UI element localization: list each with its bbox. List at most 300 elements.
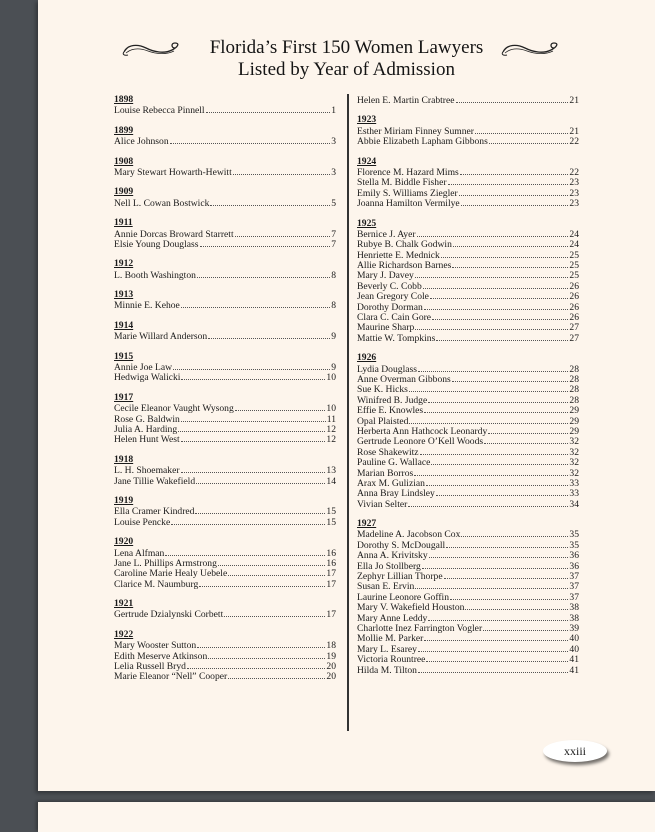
page-reference: 22 bbox=[569, 136, 579, 148]
lawyer-name: Maurine Sharp bbox=[357, 322, 415, 334]
year-heading: 1909 bbox=[114, 186, 134, 198]
dot-leader bbox=[197, 640, 325, 648]
right-column-index bbox=[357, 95, 579, 685]
dot-leader bbox=[484, 436, 568, 444]
lawyer-name: Rose Shakewitz bbox=[357, 446, 419, 458]
page-reference: 5 bbox=[331, 197, 336, 209]
page-reference: 7 bbox=[331, 228, 336, 240]
year-heading: 1924 bbox=[357, 155, 377, 167]
lawyer-name: Susan E. Ervin bbox=[357, 581, 415, 593]
lawyer-name: Effie E. Knowles bbox=[357, 405, 424, 417]
page-reference: 16 bbox=[326, 547, 336, 559]
document-page bbox=[38, 0, 655, 791]
lawyer-name: Minnie E. Kehoe bbox=[114, 300, 180, 312]
lawyer-name: Rose G. Baldwin bbox=[114, 413, 180, 425]
lawyer-name: Laurine Leonore Goffin bbox=[357, 591, 449, 603]
year-heading: 1899 bbox=[114, 124, 134, 136]
index-entry bbox=[357, 426, 579, 436]
dot-leader bbox=[417, 229, 569, 237]
index-entry bbox=[357, 665, 579, 675]
index-entry bbox=[357, 177, 579, 187]
dot-leader bbox=[428, 395, 568, 403]
page-reference: 24 bbox=[569, 239, 579, 251]
lawyer-name: Beverly C. Cobb bbox=[357, 280, 422, 292]
dot-leader bbox=[218, 558, 326, 566]
page-reference: 29 bbox=[569, 415, 579, 427]
lawyer-name: Esther Miriam Finney Sumner bbox=[357, 125, 474, 137]
lawyer-name: Hilda M. Tilton bbox=[357, 664, 417, 676]
index-entry bbox=[357, 239, 579, 249]
index-entry bbox=[357, 529, 579, 539]
dot-leader bbox=[429, 550, 569, 558]
dot-leader bbox=[423, 281, 569, 289]
page-reference: 24 bbox=[569, 228, 579, 240]
index-entry bbox=[114, 136, 336, 146]
page-reference: 3 bbox=[331, 166, 336, 178]
dot-leader bbox=[228, 671, 325, 679]
page-reference: 26 bbox=[569, 280, 579, 292]
dot-leader bbox=[424, 633, 568, 641]
lawyer-name: Lena Alfman bbox=[114, 547, 165, 559]
dot-leader bbox=[210, 198, 330, 206]
index-entry bbox=[357, 436, 579, 446]
page-reference: 26 bbox=[569, 301, 579, 313]
index-entry bbox=[114, 424, 336, 434]
year-heading: 1918 bbox=[114, 453, 134, 465]
dot-leader bbox=[197, 270, 330, 278]
index-entry bbox=[357, 291, 579, 301]
index-entry bbox=[114, 671, 336, 681]
dot-leader bbox=[173, 362, 330, 370]
index-entry bbox=[357, 633, 579, 643]
lawyer-name: Mary Wooster Sutton bbox=[114, 640, 197, 652]
lawyer-name: Anna A. Krivitsky bbox=[357, 550, 428, 562]
page-reference: 28 bbox=[569, 394, 579, 406]
year-group bbox=[114, 218, 336, 249]
index-entry bbox=[114, 434, 336, 444]
index-entry bbox=[357, 312, 579, 322]
page-reference: 9 bbox=[331, 331, 336, 343]
lawyer-name: Jean Gregory Cole bbox=[357, 291, 429, 303]
index-entry bbox=[114, 568, 336, 578]
dot-leader bbox=[441, 250, 569, 258]
lawyer-name: Opal Plaisted bbox=[357, 415, 409, 427]
page-reference: 8 bbox=[331, 269, 336, 281]
index-entry bbox=[114, 331, 336, 341]
lawyer-name: Arax M. Gulizian bbox=[357, 477, 425, 489]
dot-leader bbox=[181, 434, 326, 442]
dot-leader bbox=[460, 167, 569, 175]
page-reference: 16 bbox=[326, 557, 336, 569]
index-entry bbox=[357, 95, 579, 105]
dot-leader bbox=[475, 126, 568, 134]
dot-leader bbox=[178, 424, 325, 432]
dot-leader bbox=[446, 540, 568, 548]
page-title: Florida’s First 150 Women Lawyers bbox=[209, 37, 484, 58]
lawyer-name: Mary Anne Leddy bbox=[357, 612, 428, 624]
lawyer-name: Herberta Ann Hathcock Leonardy bbox=[357, 425, 488, 437]
page-reference: 25 bbox=[569, 270, 579, 282]
lawyer-name: Mary J. Davey bbox=[357, 270, 414, 282]
dot-leader bbox=[409, 384, 569, 392]
page-reference: 15 bbox=[326, 516, 336, 528]
index-entry bbox=[357, 561, 579, 571]
dot-leader bbox=[418, 644, 568, 652]
year-heading: 1911 bbox=[114, 217, 133, 229]
year-group bbox=[114, 599, 336, 620]
index-entry bbox=[357, 571, 579, 581]
dot-leader bbox=[418, 364, 568, 372]
dot-leader bbox=[208, 651, 325, 659]
year-heading: 1925 bbox=[357, 217, 377, 229]
dot-leader bbox=[430, 291, 568, 299]
dot-leader bbox=[409, 416, 568, 424]
page-reference: 28 bbox=[569, 363, 579, 375]
dot-leader bbox=[208, 331, 330, 339]
lawyer-name: Gertrude Leonore O’Kell Woods bbox=[357, 436, 484, 448]
index-entry bbox=[357, 188, 579, 198]
dot-leader bbox=[461, 529, 568, 537]
year-group bbox=[357, 95, 579, 105]
page-reference: 22 bbox=[569, 166, 579, 178]
year-group bbox=[357, 219, 579, 344]
index-entry bbox=[114, 167, 336, 177]
lawyer-name: Alice Johnson bbox=[114, 136, 169, 148]
lawyer-name: Caroline Marie Healy Uebele bbox=[114, 568, 228, 580]
index-entry bbox=[357, 260, 579, 270]
lawyer-name: Vivian Selter bbox=[357, 498, 408, 510]
page-reference: 10 bbox=[326, 403, 336, 415]
dot-leader bbox=[224, 609, 325, 617]
page-reference: 37 bbox=[569, 581, 579, 593]
page-reference: 41 bbox=[569, 654, 579, 666]
index-entry bbox=[357, 333, 579, 343]
dot-leader bbox=[228, 568, 325, 576]
dot-leader bbox=[415, 581, 568, 589]
dot-leader bbox=[432, 312, 568, 320]
index-entry bbox=[114, 300, 336, 310]
year-group bbox=[114, 157, 336, 178]
year-heading: 1921 bbox=[114, 598, 134, 610]
dot-leader bbox=[489, 136, 569, 144]
column-divider bbox=[347, 94, 349, 731]
dot-leader bbox=[461, 198, 569, 206]
index-entry bbox=[114, 465, 336, 475]
dot-leader bbox=[414, 468, 568, 476]
page-reference: 17 bbox=[326, 568, 336, 580]
year-heading: 1914 bbox=[114, 319, 134, 331]
lawyer-name: Joanna Hamilton Vermilye bbox=[357, 198, 460, 210]
page-reference: 12 bbox=[326, 423, 336, 435]
dot-leader bbox=[456, 95, 569, 103]
page-reference: 23 bbox=[569, 187, 579, 199]
lawyer-name: Pauline G. Wallace bbox=[357, 457, 431, 469]
year-group bbox=[114, 290, 336, 311]
page-reference: 23 bbox=[569, 198, 579, 210]
lawyer-name: Florence M. Hazard Mims bbox=[357, 166, 459, 178]
page-reference: 12 bbox=[326, 434, 336, 446]
index-entry bbox=[357, 592, 579, 602]
lawyer-name: Helen Hunt West bbox=[114, 434, 180, 446]
year-heading: 1917 bbox=[114, 391, 134, 403]
index-entry bbox=[357, 126, 579, 136]
lawyer-name: Clara C. Cain Gore bbox=[357, 312, 432, 324]
page-reference: 19 bbox=[326, 650, 336, 662]
lawyer-name: Mary L. Esarey bbox=[357, 643, 417, 655]
year-heading: 1920 bbox=[114, 536, 134, 548]
page-reference: 33 bbox=[569, 477, 579, 489]
page-reference: 14 bbox=[326, 475, 336, 487]
index-entry bbox=[114, 372, 336, 382]
lawyer-name: Madeline A. Jacobson Cox bbox=[357, 529, 461, 541]
index-entry bbox=[357, 136, 579, 146]
lawyer-name: L. Booth Washington bbox=[114, 269, 196, 281]
lawyer-name: Mollie M. Parker bbox=[357, 633, 424, 645]
dot-leader bbox=[452, 260, 568, 268]
lawyer-name: Dorothy S. McDougall bbox=[357, 539, 446, 551]
lawyer-name: Edith Meserve Atkinson bbox=[114, 650, 208, 662]
dot-leader bbox=[235, 403, 326, 411]
year-group bbox=[114, 630, 336, 682]
page-reference: 18 bbox=[326, 640, 336, 652]
index-entry bbox=[357, 499, 579, 509]
dot-leader bbox=[415, 322, 568, 330]
dot-leader bbox=[196, 476, 325, 484]
lawyer-name: Lydia Douglass bbox=[357, 363, 417, 375]
page-reference: 27 bbox=[569, 322, 579, 334]
index-entry bbox=[357, 198, 579, 208]
dot-leader bbox=[459, 188, 569, 196]
dot-leader bbox=[422, 561, 569, 569]
dot-leader bbox=[424, 405, 568, 413]
dot-leader bbox=[187, 661, 325, 669]
index-entry bbox=[114, 506, 336, 516]
page-reference: 10 bbox=[326, 372, 336, 384]
lawyer-name: Louise Rebecca Pinnell bbox=[114, 105, 205, 117]
page-reference: 32 bbox=[569, 467, 579, 479]
page-reference: 20 bbox=[326, 671, 336, 683]
index-entry bbox=[114, 229, 336, 239]
index-entry bbox=[357, 468, 579, 478]
index-entry bbox=[357, 654, 579, 664]
lawyer-name: Julia A. Harding bbox=[114, 423, 178, 435]
page-reference: 27 bbox=[569, 332, 579, 344]
dot-leader bbox=[426, 478, 568, 486]
dot-leader bbox=[424, 302, 569, 310]
page-reference: 35 bbox=[569, 539, 579, 551]
index-entry bbox=[357, 374, 579, 384]
page-reference: 21 bbox=[569, 95, 579, 106]
year-heading: 1922 bbox=[114, 628, 134, 640]
index-entry bbox=[114, 105, 336, 115]
index-entry bbox=[357, 447, 579, 457]
index-entry bbox=[114, 661, 336, 671]
year-group bbox=[357, 519, 579, 675]
index-entry bbox=[114, 517, 336, 527]
year-group bbox=[357, 353, 579, 509]
year-group bbox=[114, 352, 336, 383]
dot-leader bbox=[418, 665, 568, 673]
year-heading: 1908 bbox=[114, 155, 134, 167]
lawyer-name: Emily S. Williams Ziegler bbox=[357, 187, 458, 199]
page-reference: 40 bbox=[569, 633, 579, 645]
index-entry bbox=[357, 270, 579, 280]
lawyer-name: Sue K. Hicks bbox=[357, 384, 408, 396]
dot-leader bbox=[408, 499, 568, 507]
index-entry bbox=[114, 239, 336, 249]
lawyer-name: Annie Dorcas Broward Starrett bbox=[114, 228, 234, 240]
page-reference: 38 bbox=[569, 612, 579, 624]
lawyer-name: Annie Joe Law bbox=[114, 362, 173, 374]
dot-leader bbox=[199, 579, 325, 587]
dot-leader bbox=[200, 239, 331, 247]
index-entry bbox=[357, 229, 579, 239]
year-group bbox=[114, 187, 336, 208]
page-reference: 33 bbox=[569, 488, 579, 500]
dot-leader bbox=[428, 613, 568, 621]
page-reference: 29 bbox=[569, 425, 579, 437]
lawyer-name: Cecile Eleanor Vaught Wysong bbox=[114, 403, 234, 415]
year-group bbox=[114, 496, 336, 527]
dot-leader bbox=[436, 333, 568, 341]
page-reference: 17 bbox=[326, 578, 336, 590]
index-entry bbox=[357, 416, 579, 426]
page-number-badge: xxiii bbox=[543, 740, 607, 762]
year-heading: 1898 bbox=[114, 94, 134, 105]
dot-leader bbox=[452, 374, 569, 382]
year-group bbox=[357, 157, 579, 209]
dot-leader bbox=[170, 136, 331, 144]
page-reference: 20 bbox=[326, 661, 336, 673]
page-reference: 38 bbox=[569, 602, 579, 614]
year-heading: 1923 bbox=[357, 114, 377, 126]
lawyer-name: Marie Willard Anderson bbox=[114, 331, 208, 343]
lawyer-name: Mary Stewart Howarth-Hewitt bbox=[114, 166, 232, 178]
dot-leader bbox=[431, 457, 568, 465]
lawyer-name: Winifred B. Judge bbox=[357, 394, 428, 406]
dot-leader bbox=[233, 167, 330, 175]
lawyer-name: Charlotte Inez Farrington Vogler bbox=[357, 622, 483, 634]
page-reference: 26 bbox=[569, 291, 579, 303]
index-entry bbox=[114, 651, 336, 661]
index-entry bbox=[357, 405, 579, 415]
lawyer-name: Lelia Russell Bryd bbox=[114, 661, 186, 673]
page-reference: 36 bbox=[569, 560, 579, 572]
page-reference: 32 bbox=[569, 457, 579, 469]
dot-leader bbox=[450, 592, 568, 600]
index-entry bbox=[114, 640, 336, 650]
lawyer-name: Ella Cramer Kindred bbox=[114, 506, 195, 518]
page-reference: 40 bbox=[569, 643, 579, 655]
year-group bbox=[114, 321, 336, 342]
lawyer-name: Louise Pencke bbox=[114, 516, 171, 528]
index-entry bbox=[357, 488, 579, 498]
index-entry bbox=[357, 302, 579, 312]
next-page-edge bbox=[38, 802, 655, 832]
dot-leader bbox=[465, 602, 568, 610]
lawyer-name: Jane L. Phillips Armstrong bbox=[114, 557, 217, 569]
page-reference: 37 bbox=[569, 591, 579, 603]
index-entry bbox=[357, 540, 579, 550]
page-reference: 3 bbox=[331, 136, 336, 148]
index-entry bbox=[357, 384, 579, 394]
page-reference: 21 bbox=[569, 125, 579, 137]
index-entry bbox=[357, 613, 579, 623]
lawyer-name: Hedwiga Walicki bbox=[114, 372, 181, 384]
year-group bbox=[114, 455, 336, 486]
year-group bbox=[114, 95, 336, 116]
index-entry bbox=[114, 270, 336, 280]
lawyer-name: Helen E. Martin Crabtree bbox=[357, 95, 455, 106]
lawyer-name: Ella Jo Stollberg bbox=[357, 560, 421, 572]
page-reference: 17 bbox=[326, 609, 336, 621]
index-entry bbox=[357, 395, 579, 405]
page-reference: 7 bbox=[331, 238, 336, 250]
page-reference: 13 bbox=[326, 465, 336, 477]
dot-leader bbox=[426, 654, 568, 662]
index-entry bbox=[114, 198, 336, 208]
lawyer-name: Nell L. Cowan Bostwick bbox=[114, 197, 210, 209]
lawyer-name: Henriette E. Mednick bbox=[357, 249, 440, 261]
page-reference: 15 bbox=[326, 506, 336, 518]
page-reference: 1 bbox=[331, 105, 336, 117]
dot-leader bbox=[165, 548, 325, 556]
page-reference: 29 bbox=[569, 405, 579, 417]
dot-leader bbox=[181, 300, 330, 308]
dot-leader bbox=[181, 414, 326, 422]
dot-leader bbox=[420, 447, 569, 455]
dot-leader bbox=[444, 571, 569, 579]
year-heading: 1926 bbox=[357, 352, 377, 364]
index-entry bbox=[357, 281, 579, 291]
lawyer-name: Marian Borros bbox=[357, 467, 414, 479]
left-column-index bbox=[114, 95, 336, 692]
index-entry bbox=[114, 558, 336, 568]
page-reference: 32 bbox=[569, 436, 579, 448]
lawyer-name: Marie Eleanor “Nell” Cooper bbox=[114, 671, 228, 683]
dot-leader bbox=[415, 270, 569, 278]
index-entry bbox=[114, 476, 336, 486]
lawyer-name: Victoria Rountree bbox=[357, 654, 426, 666]
year-heading: 1919 bbox=[114, 494, 134, 506]
dot-leader bbox=[171, 517, 325, 525]
page-reference: 35 bbox=[569, 529, 579, 541]
index-entry bbox=[357, 623, 579, 633]
dot-leader bbox=[235, 229, 331, 237]
year-group bbox=[114, 393, 336, 445]
lawyer-name: Mary V. Wakefield Houston bbox=[357, 602, 465, 614]
index-entry bbox=[357, 478, 579, 488]
year-group bbox=[114, 537, 336, 589]
index-entry bbox=[357, 602, 579, 612]
dot-leader bbox=[436, 488, 569, 496]
index-entry bbox=[357, 167, 579, 177]
dot-leader bbox=[453, 239, 569, 247]
lawyer-name: Mattie W. Tompkins bbox=[357, 332, 436, 344]
page-reference: 37 bbox=[569, 571, 579, 583]
page-reference: 34 bbox=[569, 498, 579, 510]
index-entry bbox=[357, 322, 579, 332]
index-entry bbox=[114, 609, 336, 619]
lawyer-name: Stella M. Biddle Fisher bbox=[357, 177, 447, 189]
flourish-scroll-icon bbox=[499, 38, 563, 60]
lawyer-name: Anne Overman Gibbons bbox=[357, 373, 451, 385]
lawyer-name: Abbie Elizabeth Lapham Gibbons bbox=[357, 136, 488, 148]
page-reference: 25 bbox=[569, 260, 579, 272]
page-reference: 25 bbox=[569, 249, 579, 261]
page-reference: 9 bbox=[331, 362, 336, 374]
index-entry bbox=[357, 550, 579, 560]
